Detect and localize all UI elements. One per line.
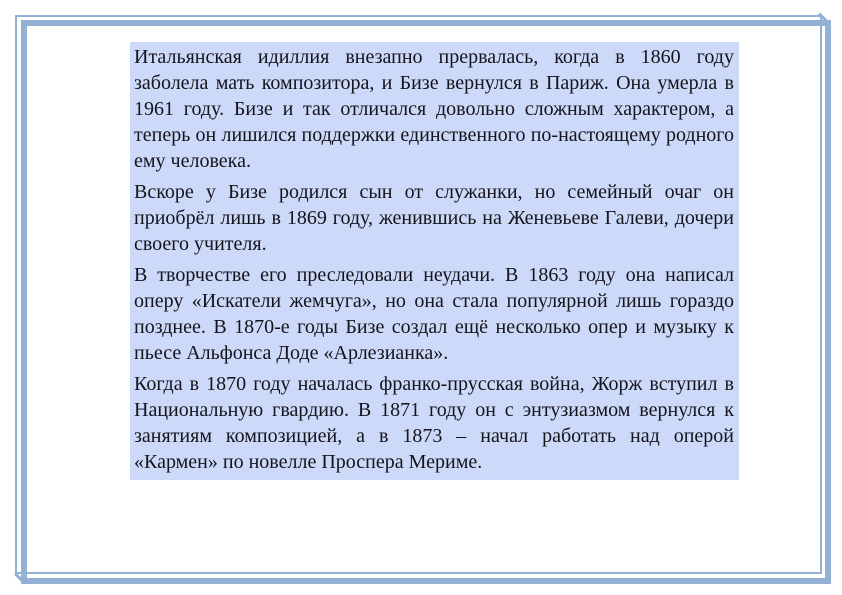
paragraph-italian-idyll: Итальянская идиллия внезапно прервалась, когда в 1860 году заболела мать композитора, и Бизе вернулся в Париж. Она умерла в 1961 году. Бизе и так отличался довольно сложным характером, а теперь он лишился поддержки единственного по-настоящему родного ему человека. [134,46,734,172]
paragraph-creative-failures: В творчестве его преследовали неудачи. В 1863 году она написал оперу «Искатели жемчуга», но она стала популярной лишь гораздо позднее. В 1870-е годы Бизе создал ещё несколько опер и музыку к пьесе Альфонса Доде «Арлезианка». [134,264,734,364]
paragraph-war-and-carmen: Когда в 1870 году началась франко-прусская война, Жорж вступил в Национальную гвардию. В 1871 году он с энтузиазмом вернулся к занятиям композицией, а в 1873 – начал работать над оперой «Кармен» по новелле Проспера Мериме. [134,373,734,473]
slide-text-block [130,42,739,480]
paragraph-son-and-marriage: Вскоре у Бизе родился сын от служанки, но семейный очаг он приобрёл лишь в 1869 году, женившись на Женевьеве Галеви, дочери своего учителя. [134,181,734,255]
